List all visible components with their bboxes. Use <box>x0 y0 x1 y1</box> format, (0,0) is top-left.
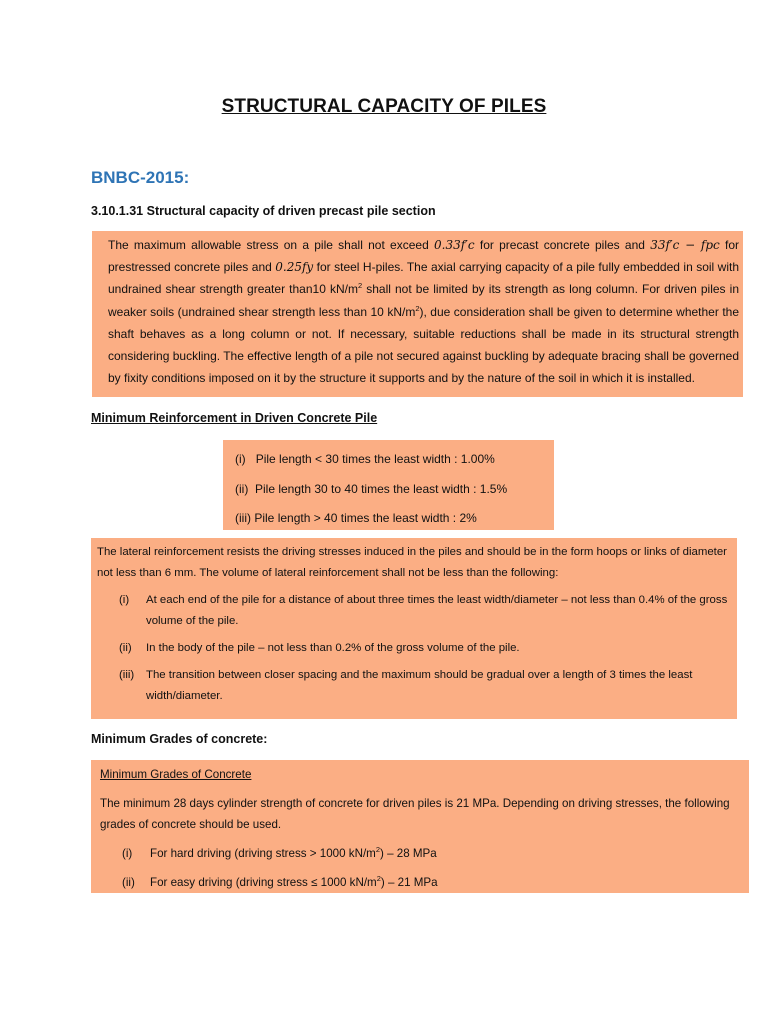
math-expr: 0.25fy <box>275 260 314 275</box>
list-item: (i) Pile length < 30 times the least width : 1.00% <box>235 452 495 466</box>
page-title: STRUCTURAL CAPACITY OF PILES <box>221 96 547 117</box>
code-heading: BNBC-2015: <box>91 168 190 187</box>
stress-paragraph: The maximum allowable stress on a pile shall not exceed 0.33f′c for precast concrete piles and 33f′c − fpc for prestressed concrete piles and 0.25fy for steel H-piles. The axial carrying capacity of a pile fully embedded in soil with undrained shear strength greater than10 $kN/m^2$ shall not be limited by its strength as long column. For driven piles in weaker soils (undrained shear strength less than 10 $kN/m^2$), due consideration shall be given to determine whether the shaft behaves as a long column or not. If necessary, suitable reductions shall be made in its structural strength considering buckling. The effective length of a pile not secured against buckling by adequate bracing shall be governed by fixity conditions imposed on it by the structure it supports and by the nature of the soil in which it is installed. <box>108 238 740 386</box>
lateral-reinforcement-box <box>91 538 737 719</box>
list-item: (ii) Pile length 30 to 40 times the least width : 1.5% <box>235 481 508 496</box>
lateral-intro: The lateral reinforcement resists the driving stresses induced in the piles and should be in the form hoops or links of diameter not less than 6 mm. The volume of lateral reinforcement shall not be less than the following: <box>97 546 727 579</box>
list-item: (iii) The transition between closer spacing and the maximum should be gradual over a length of 3 times the least width/diameter. <box>119 669 693 702</box>
grades-paragraph: The minimum 28 days cylinder strength of concrete for driven piles is 21 MPa. Depending on driving stresses, the following grades of concrete should be used. <box>100 797 730 831</box>
math-expr: 0.33f′c <box>434 238 475 252</box>
list-item: (ii) In the body of the pile – not less than 0.2% of the gross volume of the pile. <box>119 642 520 654</box>
list-item: (ii) For easy driving (driving stress ≤ 1000 $kN/m^2) - 21$ MPa <box>122 874 438 889</box>
reinforcement-list-box <box>223 440 554 530</box>
section-heading: 3.10.1.31 Structural capacity of driven precast pile section <box>91 204 436 218</box>
stress-box <box>92 231 743 397</box>
list-item: (i) At each end of the pile for a distance of about three times the least width/diameter – not less than 0.4% of the gross volume of the pile. <box>119 594 728 627</box>
grades-box-title: Minimum Grades of Concrete <box>100 768 252 781</box>
math-expr: 33f′c − fpc <box>650 238 720 252</box>
grades-box <box>91 760 749 893</box>
min-reinforcement-heading: Minimum Reinforcement in Driven Concrete Pile <box>91 411 378 425</box>
list-item: (i) For hard driving (driving stress > 1000 $kN/m^2) - 28$ MPa <box>122 845 437 860</box>
grades-heading: Minimum Grades of concrete: <box>91 732 268 746</box>
list-item: (iii) Pile length > 40 times the least width : 2% <box>235 511 477 526</box>
